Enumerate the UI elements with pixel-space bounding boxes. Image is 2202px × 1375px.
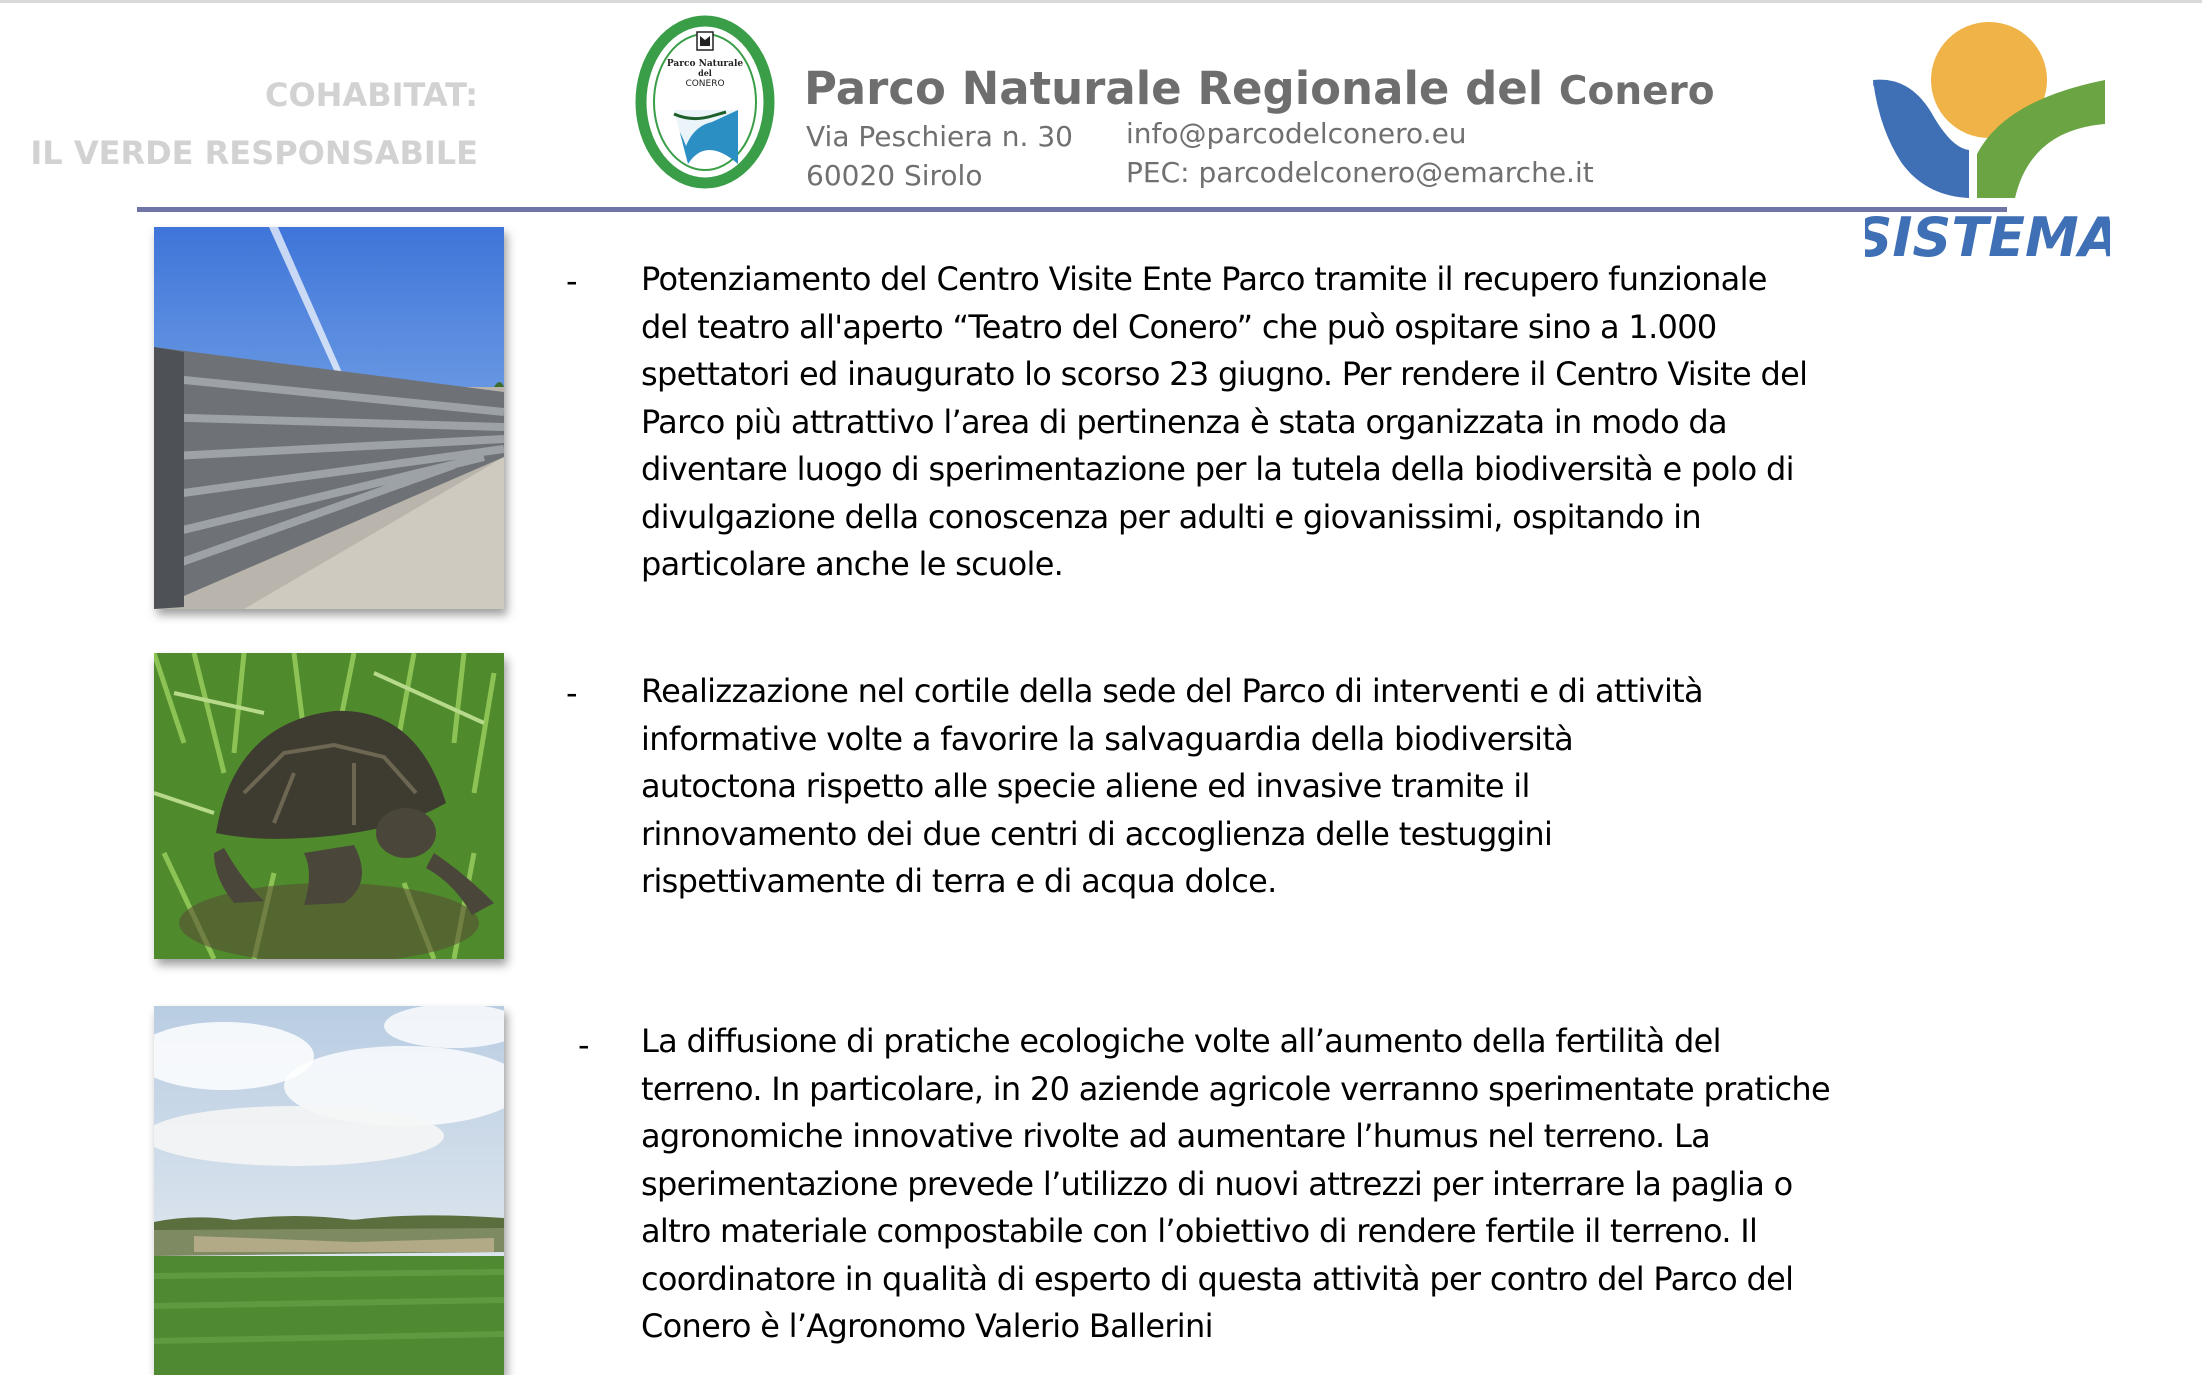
sistema-logo-text: SISTEMA — [1865, 206, 2110, 266]
paragraph-line: coordinatore in qualità di esperto di questa attività per contro del Parco del — [641, 1259, 1794, 1298]
paragraph-line: rinnovamento dei due centri di accoglienza delle testuggini — [641, 814, 1553, 853]
top-border — [0, 0, 2202, 3]
paragraph-line: Parco più attrattivo l’area di pertinenza è stata organizzata in modo da — [641, 402, 1727, 441]
amphitheater-photo — [154, 227, 504, 609]
cohabitat-title — [30, 66, 478, 182]
park-logo — [634, 14, 776, 190]
park-name — [804, 62, 1715, 115]
paragraph-line: Realizzazione nel cortile della sede del Parco di interventi e di attività — [641, 672, 1703, 710]
sistema-logo — [1865, 16, 2110, 266]
paragraph-line: agronomiche innovative rivolte ad aumentare l’humus nel terreno. La — [641, 1117, 1710, 1155]
header-divider — [137, 207, 2007, 212]
paragraph-line: Potenziamento del Centro Visite Ente Parco tramite il recupero funzionale — [641, 260, 1767, 298]
paragraph-line: del teatro all'aperto “Teatro del Conero” che può ospitare sino a 1.000 — [641, 307, 1717, 346]
paragraph-line: autoctona rispetto alle specie aliene ed invasive tramite il — [641, 767, 1530, 805]
contact-pec[interactable]: PEC: parcodelconero@emarche.it — [1126, 156, 1594, 189]
paragraph-line: sperimentazione prevede l’utilizzo di nuovi attrezzi per interrare la paglia o — [641, 1164, 1793, 1203]
paragraph-line: diventare luogo di sperimentazione per la tutela della biodiversità e polo di — [641, 450, 1794, 488]
cohabitat-line-2: IL VERDE RESPONSABILE — [30, 134, 478, 172]
contact-email[interactable]: info@parcodelconero.eu — [1126, 117, 1467, 150]
paragraph-2 — [641, 668, 1703, 906]
paragraph-line: divulgazione della conoscenza per adulti e giovanissimi, ospitando in — [641, 497, 1701, 536]
tortoise-photo — [154, 653, 504, 959]
paragraph-line: Conero è l’Agronomo Valerio Ballerini — [641, 1307, 1213, 1345]
bullet-2: - — [566, 674, 578, 712]
field-photo — [154, 1006, 504, 1375]
paragraph-line: altro materiale compostabile con l’obiettivo di rendere fertile il terreno. Il — [641, 1212, 1758, 1250]
park-address — [806, 117, 1073, 195]
address-city: 60020 Sirolo — [806, 159, 983, 192]
paragraph-line: terreno. In particolare, in 20 aziende agricole verranno sperimentate pratiche — [641, 1069, 1830, 1108]
park-logo-text-2: del — [698, 68, 712, 78]
paragraph-line: particolare anche le scuole. — [641, 545, 1064, 583]
park-contacts — [1126, 114, 1594, 192]
bullet-1: - — [566, 262, 578, 300]
paragraph-line: informative volte a favorire la salvaguardia della biodiversità — [641, 719, 1574, 758]
address-street: Via Peschiera n. 30 — [806, 120, 1073, 153]
park-name-main: Parco Naturale Regionale del — [804, 62, 1544, 115]
paragraph-line: La diffusione di pratiche ecologiche volte all’aumento della fertilità del — [641, 1022, 1721, 1060]
bullet-3: - — [578, 1026, 590, 1064]
paragraph-line: spettatori ed inaugurato lo scorso 23 giugno. Per rendere il Centro Visite del — [641, 355, 1808, 393]
paragraph-line: rispettivamente di terra e di acqua dolce. — [641, 862, 1277, 900]
paragraph-1 — [641, 256, 1807, 589]
park-logo-text-3: CONERO — [685, 79, 725, 89]
cohabitat-line-1: COHABITAT: — [264, 76, 478, 114]
park-name-tail: Conero — [1558, 69, 1715, 114]
paragraph-3 — [641, 1018, 1830, 1351]
park-logo-text-1: Parco Naturale — [666, 59, 744, 69]
